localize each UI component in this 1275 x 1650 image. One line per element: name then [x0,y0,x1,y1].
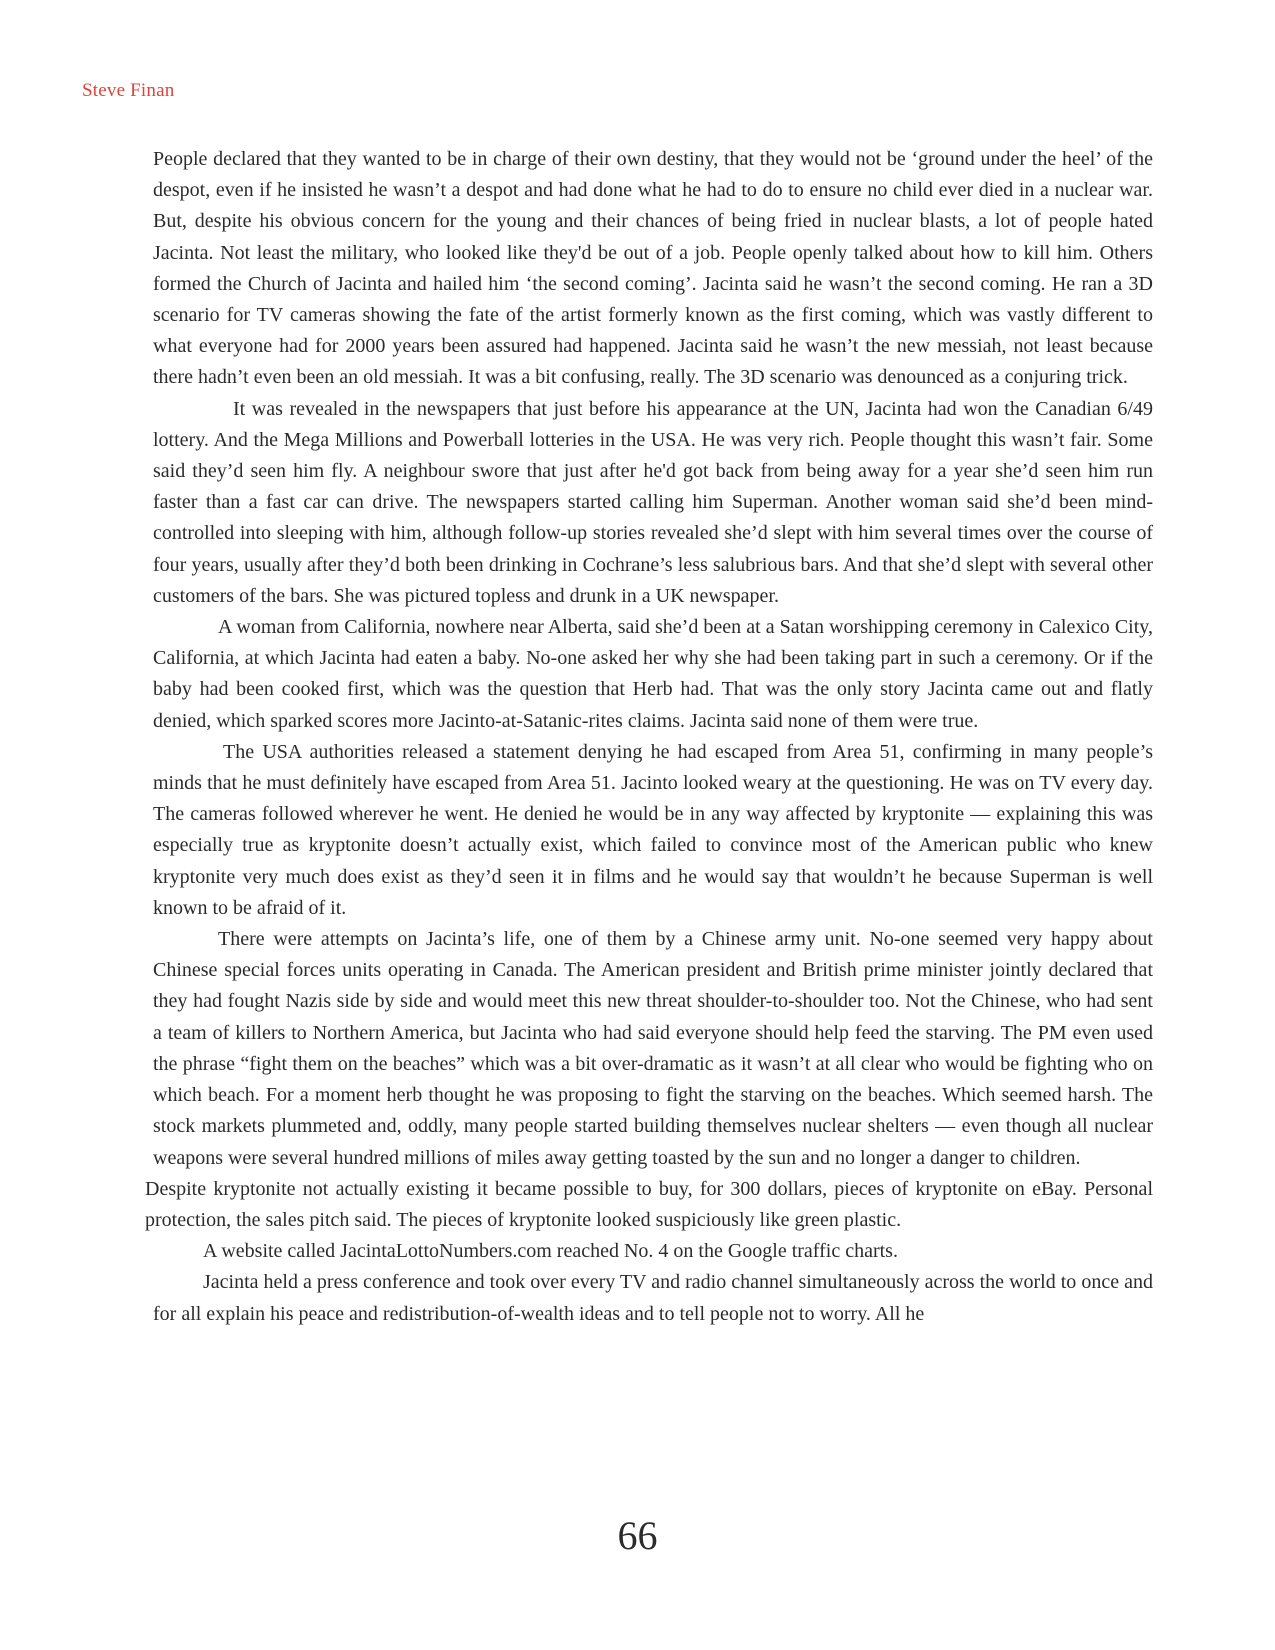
paragraph: Jacinta held a press conference and took over every TV and radio channel simultaneously across the world to once and for all explain his peace and redistribution-of-wealth ideas and to tell people not to worry. All he [153,1271,1153,1325]
paragraph: There were attempts on Jacinta’s life, one of them by a Chinese army unit. No-one seemed very happy about Chinese special forces units operating in Canada. The American president and British prime minister jointly declared that they had fought Nazis side by side and would meet this new threat shoulder-to-shoulder too. Not the Chinese, who had sent a team of killers to Northern America, but Jacinta who had said everyone should help feed the starving. The PM even used the phrase “fight them on the beaches” which was a bit over-dramatic as it wasn’t at all clear who would be fighting who on which beach. For a moment herb thought he was proposing to fight the starving on the beaches. Which seemed harsh. The stock markets plummeted and, oddly, many people started building themselves nuclear shelters — even though all nuclear weapons were several hundred millions of miles away getting toasted by the sun and no longer a danger to children. [153,928,1153,1169]
running-head-author: Steve Finan [82,80,175,101]
paragraph: People declared that they wanted to be in charge of their own destiny, that they would not be ‘ground under the heel’ of the despot, even if he insisted he wasn’t a despot and had done what he had to do to ensure no child ever died in a nuclear war. But, despite his obvious concern for the young and their chances of being fried in nuclear blasts, a lot of people hated Jacinta. Not least the military, who looked like they'd be out of a job. People openly talked about how to kill him. Others formed the Church of Jacinta and hailed him ‘the second coming’. Jacinta said he wasn’t the second coming. He ran a 3D scenario for TV cameras showing the fate of the artist formerly known as the first coming, which was vastly different to what everyone had for 2000 years been assured had happened. Jacinta said he wasn’t the new messiah, not least because there hadn’t even been an old messiah. It was a bit confusing, really. The 3D scenario was denounced as a conjuring trick. [153,148,1153,389]
paragraph: It was revealed in the newspapers that just before his appearance at the UN, Jacinta had won the Canadian 6/49 lottery. And the Mega Millions and Powerball lotteries in the USA. He was very rich. People thought this wasn’t fair. Some said they’d seen him fly. A neighbour swore that just after he'd got back from being away for a year she’d seen him run faster than a fast car can drive. The newspapers started calling him Superman. Another woman said she’d been mind-controlled into sleeping with him, although follow-up stories revealed she’d slept with him several times over the course of four years, usually after they’d both been drinking in Cochrane’s less salubrious bars. And that she’d slept with several other customers of the bars. She was pictured topless and drunk in a UK newspaper. [153,397,1153,607]
page-number: 66 [617,1513,658,1558]
paragraph: A woman from California, nowhere near Alberta, said she’d been at a Satan worshipping ceremony in Calexico City, California, at which Jacinta had eaten a baby. No-one asked her why she had been taking part in such a ceremony. Or if the baby had been cooked first, which was the question that Herb had. That was the only story Jacinta came out and flatly denied, which sparked scores more Jacinto-at-Satanic-rites claims. Jacinta said none of them were true. [153,616,1153,732]
paragraph: Despite kryptonite not actually existing it became possible to buy, for 300 dollars, pieces of kryptonite on eBay. Personal protection, the sales pitch said. The pieces of kryptonite looked suspiciously like green plastic. [145,1177,1153,1231]
paragraph: The USA authorities released a statement denying he had escaped from Area 51, confirming in many people’s minds that he must definitely have escaped from Area 51. Jacinto looked weary at the questioning. He was on TV every day. The cameras followed wherever he went. He denied he would be in any way affected by kryptonite — explaining this was especially true as kryptonite doesn’t actually exist, which failed to convince most of the American public who knew kryptonite very much does exist as they’d seen it in films and he would say that wouldn’t he because Superman is well known to be afraid of it. [153,740,1153,919]
body-text [145,144,1153,1330]
paragraph: A website called JacintaLottoNumbers.com reached No. 4 on the Google traffic charts. [203,1240,898,1263]
